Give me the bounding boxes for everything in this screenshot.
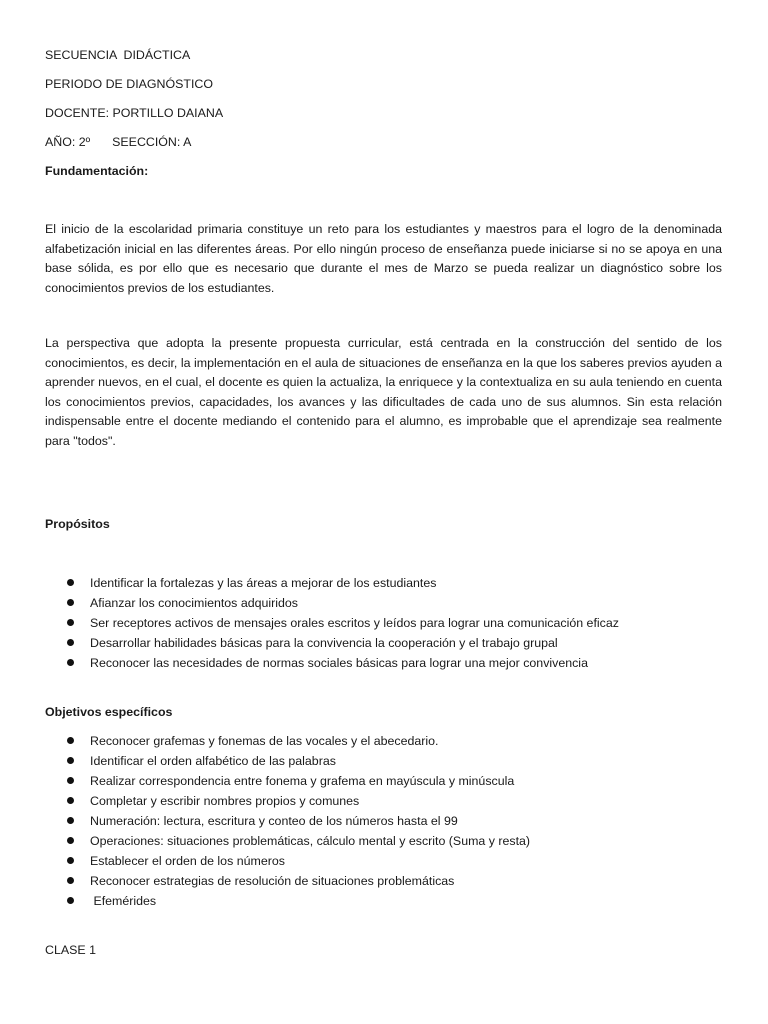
fundamentacion-paragraph-1: El inicio de la escolaridad primaria constituye un reto para los estudiantes y maestros para el logro de la denominada alfabetización inicial en las diferentes áreas. Por ello ningún proceso de enseñanza puede iniciarse si no se apoya en una base sólida, es por ello que es necesario que durante el mes de Marzo se pueda realizar un diagnóstico sobre los conocimientos previos de los estudiantes. [45,222,722,295]
bullet-icon [67,897,74,904]
bullet-icon [67,737,74,744]
clase-label: CLASE 1 [45,943,96,957]
section-label: SEECCIÓN: A [112,135,192,149]
list-item: Operaciones: situaciones problemáticas, cálculo mental y escrito (Suma y resta) [45,831,745,851]
list-item: Realizar correspondencia entre fonema y grafema en mayúscula y minúscula [45,771,745,791]
list-item: Establecer el orden de los números [45,851,745,871]
propositos-list [45,573,745,673]
list-item: Desarrollar habilidades básicas para la convivencia la cooperación y el trabajo grupal [45,633,745,653]
list-item: Ser receptores activos de mensajes orales escritos y leídos para lograr una comunicación eficaz [45,613,745,633]
bullet-icon [67,579,74,586]
bullet-icon [67,659,74,666]
fundamentacion-heading: Fundamentación: [45,164,149,178]
fundamentacion-paragraph-2: La perspectiva que adopta la presente propuesta curricular, está centrada en la construcción del sentido de los conocimientos, es decir, la implementación en el aula de situaciones de enseñanza en la que los saberes previos ayuden a aprender nuevos, en el cual, el docente es quien la actualiza, la enriquece y la contextualiza en su aula teniendo en cuenta los conocimientos previos, capacidades, los avances y las dificultades de cada uno de sus alumnos. Sin esta relación indispensable entre el docente mediando el contenido para el alumno, es improbable que el aprendizaje sea realmente para "todos". [45,336,722,448]
list-item: Reconocer estrategias de resolución de situaciones problemáticas [45,871,745,891]
bullet-icon [67,817,74,824]
list-item: Efemérides [45,891,745,911]
list-item: Afianzar los conocimientos adquiridos [45,593,745,613]
teacher-line: DOCENTE: PORTILLO DAIANA [45,106,224,120]
bullet-icon [67,639,74,646]
bullet-icon [67,857,74,864]
bullet-icon [67,777,74,784]
bullet-icon [67,757,74,764]
objetivos-heading: Objetivos específicos [45,705,173,719]
bullet-icon [67,877,74,884]
bullet-icon [67,619,74,626]
list-item: Reconocer grafemas y fonemas de las vocales y el abecedario. [45,731,745,751]
objetivos-list [45,731,745,911]
bullet-icon [67,599,74,606]
list-item: Identificar el orden alfabético de las palabras [45,751,745,771]
year-section-line [45,133,191,153]
bullet-icon [67,837,74,844]
propositos-heading: Propósitos [45,517,110,531]
list-item: Identificar la fortalezas y las áreas a mejorar de los estudiantes [45,573,745,593]
list-item: Numeración: lectura, escritura y conteo de los números hasta el 99 [45,811,745,831]
bullet-icon [67,797,74,804]
title-line: SECUENCIA DIDÁCTICA [45,48,191,62]
list-item: Reconocer las necesidades de normas sociales básicas para lograr una mejor convivencia [45,653,745,673]
period-line: PERIODO DE DIAGNÓSTICO [45,77,213,91]
list-item: Completar y escribir nombres propios y comunes [45,791,745,811]
year-label: AÑO: 2º [45,135,91,149]
